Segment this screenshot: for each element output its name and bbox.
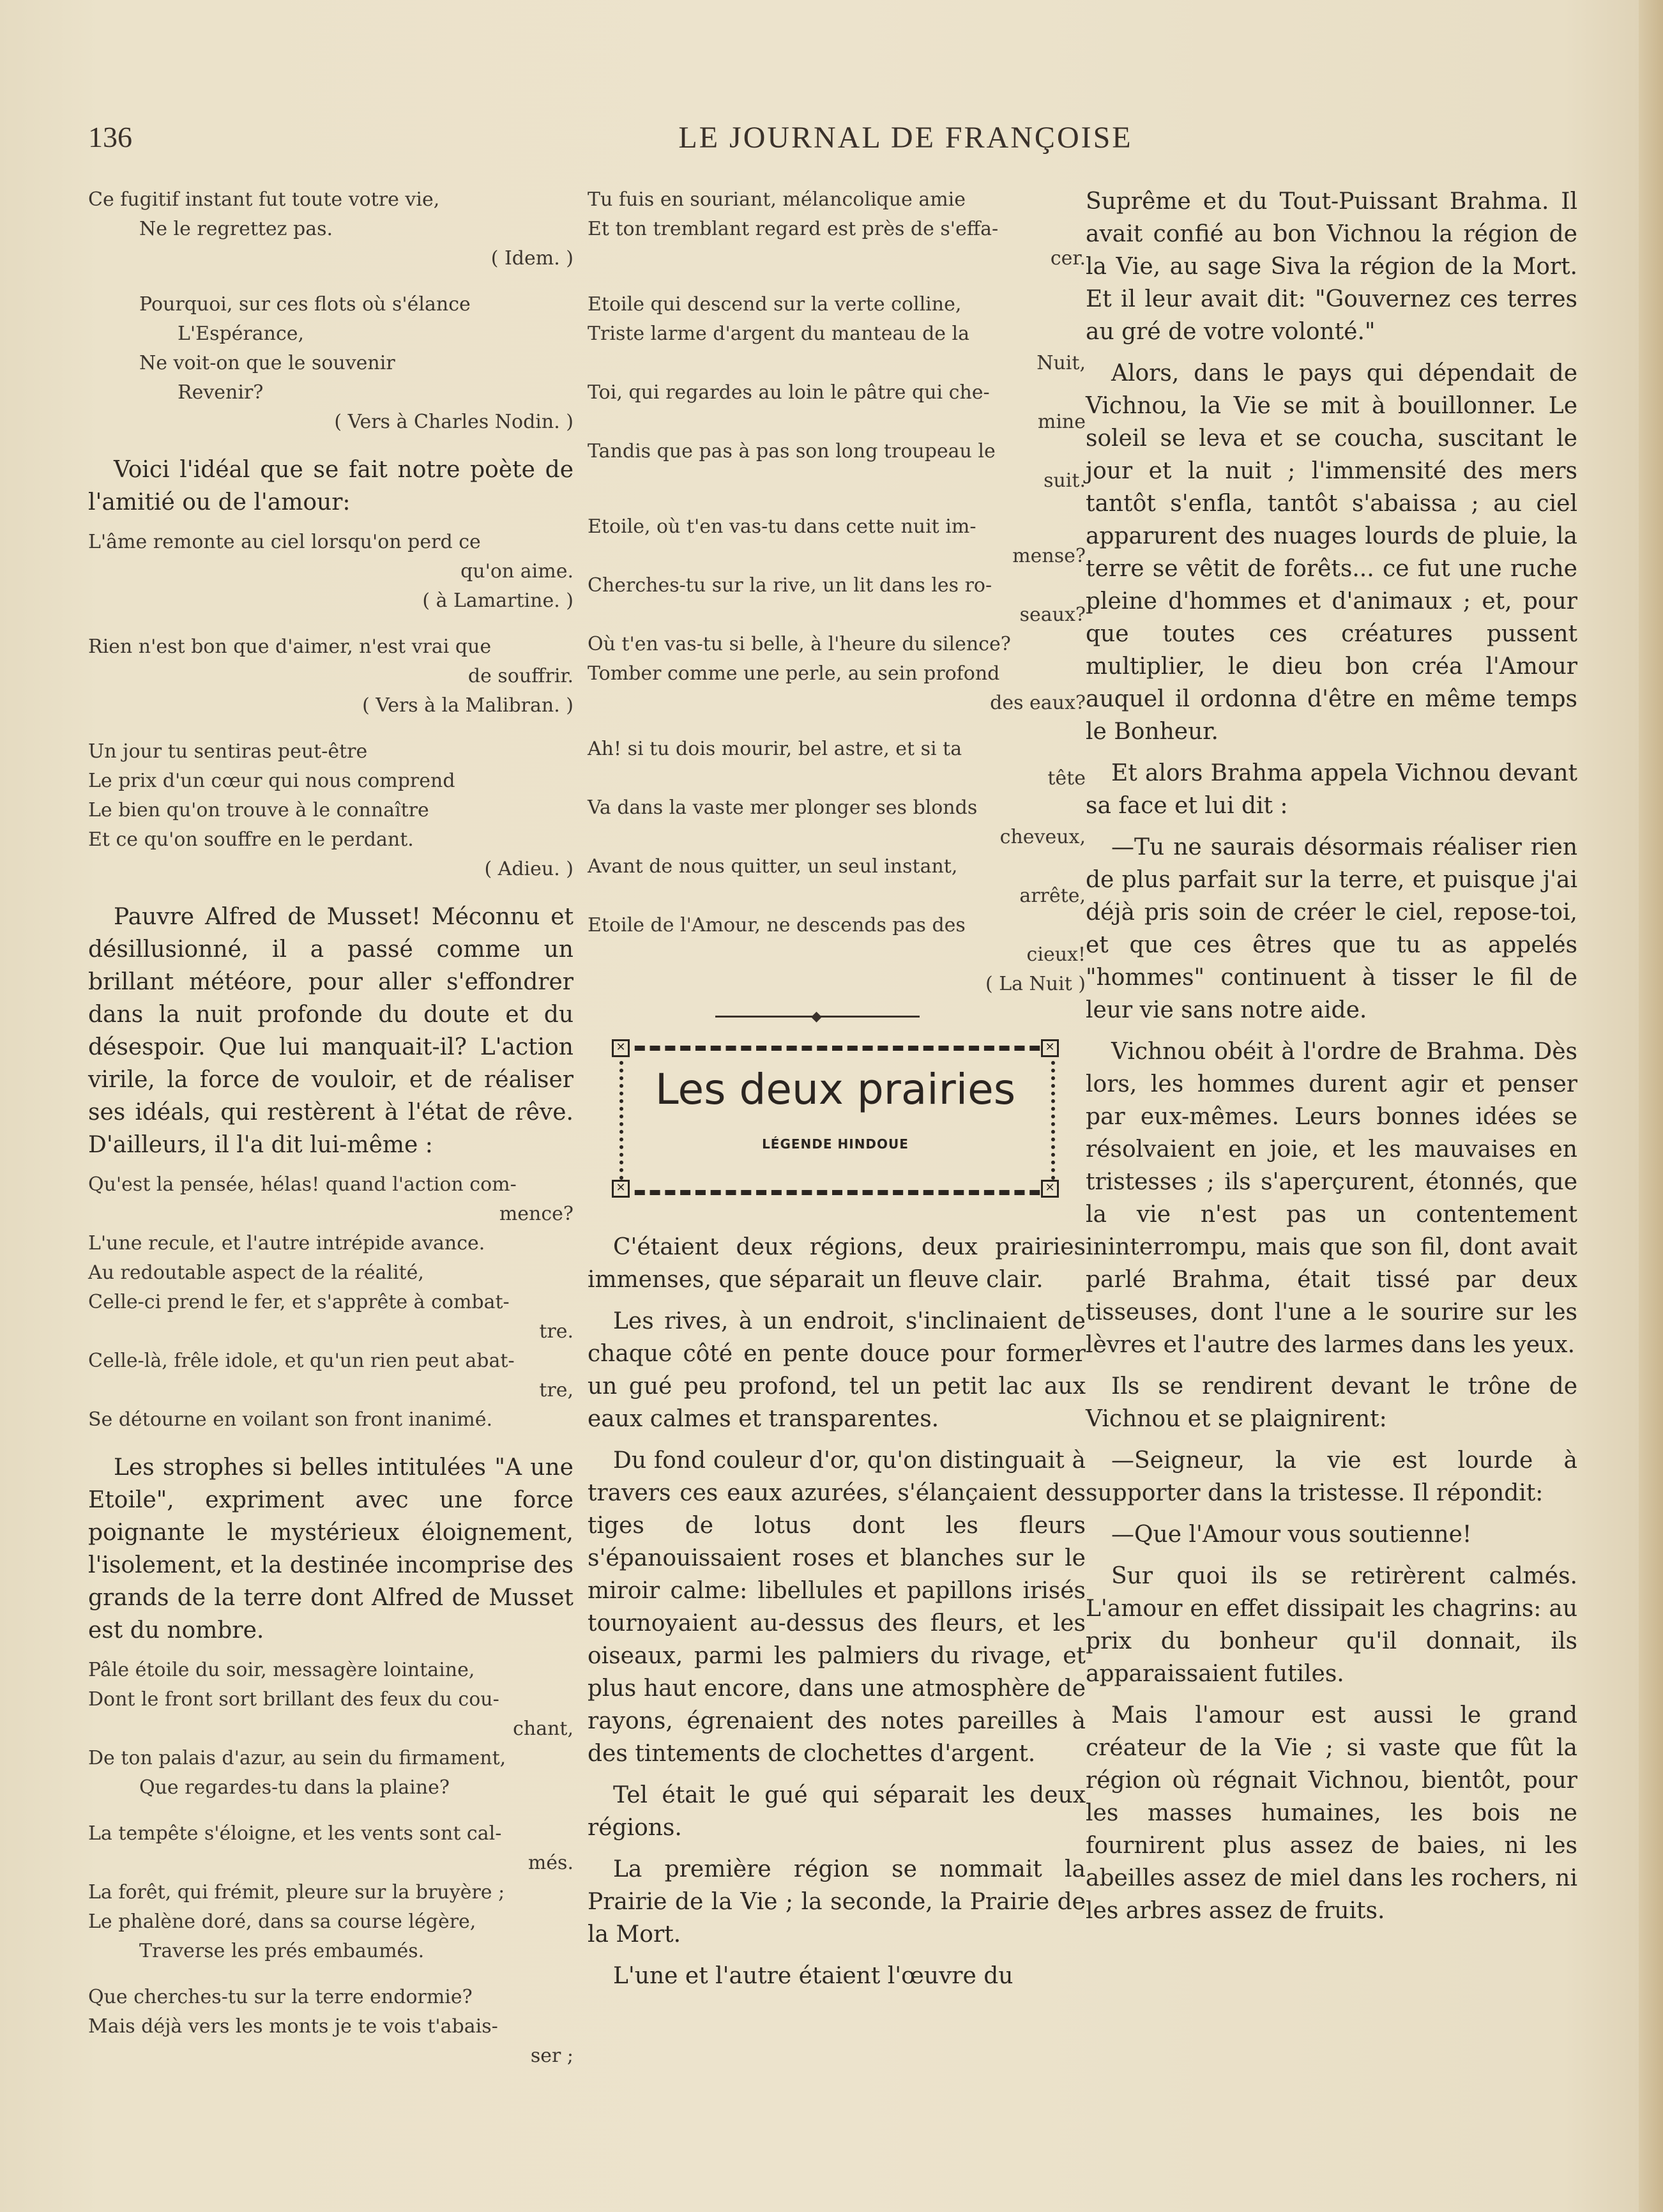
paragraph: C'étaient deux régions, deux prairies immenses, que séparait un fleuve clair. bbox=[588, 1234, 1086, 1293]
verse-line: La tempête s'éloigne, et les vents sont cal- bbox=[88, 1822, 502, 1845]
verse-line: Pourquoi, sur ces flots où s'élance bbox=[139, 293, 471, 316]
verse-stanza bbox=[588, 512, 1086, 718]
verse-line: mine bbox=[1037, 411, 1086, 433]
verse-line: Celle-là, frêle idole, et qu'un rien peut abat- bbox=[88, 1350, 515, 1372]
verse-line: Etoile de l'Amour, ne descends pas des bbox=[588, 914, 966, 936]
verse-line: Et ce qu'on souffre en le perdant. bbox=[88, 828, 414, 851]
verse-line: Rien n'est bon que d'aimer, n'est vrai que bbox=[88, 636, 492, 658]
verse-line: L'âme remonte au ciel lorsqu'on perd ce bbox=[88, 531, 481, 553]
paragraph: Suprême et du Tout-Puissant Brahma. Il avait confié au bon Vichnou la région de la Vie, au sage Siva la région de la Mort. Et il leur avait dit: "Gouvernez ces terres au gré de votre volonté." bbox=[1086, 188, 1577, 345]
verse-line: Etoile qui descend sur la verte colline, bbox=[588, 293, 962, 316]
page-header bbox=[88, 120, 1602, 165]
paragraph: La première région se nommait la Prairie de la Vie ; la seconde, la Prairie de la Mort. bbox=[588, 1856, 1086, 1948]
verse-line: Que regardes-tu dans la plaine? bbox=[139, 1776, 450, 1799]
verse-attribution: ( Adieu. ) bbox=[484, 858, 573, 880]
verse-line: Traverse les prés embaumés. bbox=[139, 1940, 425, 1962]
verse-line: qu'on aime. bbox=[460, 560, 573, 583]
story-title: Les deux prairies bbox=[655, 1065, 1016, 1114]
verse-line: Ah! si tu dois mourir, bel astre, et si ta bbox=[588, 738, 962, 760]
verse-attribution: ( Vers à Charles Nodin. ) bbox=[334, 411, 573, 433]
verse-stanza bbox=[88, 1656, 573, 1803]
paragraph: —Tu ne saurais désormais réaliser rien de plus parfait sur la terre, et puisque j'ai déjà pris soin de créer le ciel, repose-toi, et que ces êtres que tu as appelés "hommes" continuent à tisser le fil de leur vie sans notre aide. bbox=[1086, 834, 1577, 1023]
verse-line: Mais déjà vers les monts je te vois t'abais- bbox=[88, 2015, 498, 2038]
verse-line: Et ton tremblant regard est près de s'effa- bbox=[588, 218, 999, 240]
verse-line: Au redoutable aspect de la réalité, bbox=[88, 1262, 424, 1284]
paragraph: Tel était le gué qui séparait les deux régions. bbox=[588, 1782, 1086, 1841]
verse-line: Pâle étoile du soir, messagère lointaine, bbox=[88, 1659, 475, 1681]
verse-line: cheveux, bbox=[999, 826, 1086, 848]
verse-stanza bbox=[88, 737, 573, 884]
verse-line: de souffrir. bbox=[467, 665, 573, 687]
paragraph: Mais l'amour est aussi le grand créateur de la Vie ; si vaste que fût la région où régnait Vichnou, bientôt, pour les masses humaines, les bois ne fournirent plus assez de baies, ni les abeilles assez de miel dans les rochers, ni les arbres assez de fruits. bbox=[1086, 1702, 1577, 1924]
verse-stanza bbox=[88, 632, 573, 721]
paragraph: Vichnou obéit à l'ordre de Brahma. Dès lors, les hommes durent agir et penser par eux-mêmes. Leurs bonnes idées se résolvaient en joie, et les mauvaises en tristesses ; ils s'aperçurent, étonnés, que la vie n'est pas un contentement ininterrompu, mais que son fil, dont avait parlé Brahma, était tissé par deux tisseuses, dont l'une a le sourire sur les lèvres et l'autre des larmes dans les yeux. bbox=[1086, 1039, 1577, 1358]
verse-line: cer. bbox=[1050, 247, 1086, 270]
verse-line: chant, bbox=[513, 1718, 573, 1740]
section-divider bbox=[715, 1009, 920, 1025]
verse-line: Revenir? bbox=[178, 381, 264, 404]
story-title-frame bbox=[600, 1033, 1073, 1205]
verse-line: arrête, bbox=[1019, 885, 1086, 907]
verse-line: Triste larme d'argent du manteau de la bbox=[588, 323, 970, 345]
verse-attribution: ( La Nuit ) bbox=[985, 973, 1086, 995]
column-right bbox=[1086, 185, 1577, 1936]
diamond-ornament-icon: ◆ bbox=[811, 1009, 822, 1025]
verse-line: Va dans la vaste mer plonger ses blonds bbox=[588, 797, 978, 819]
corner-ornament-icon: ✕ bbox=[1041, 1180, 1059, 1198]
verse-line: suit. bbox=[1044, 469, 1086, 492]
verse-line: Cherches-tu sur la rive, un lit dans les ro- bbox=[588, 574, 992, 597]
page-edge bbox=[1639, 0, 1663, 2212]
corner-ornament-icon: ✕ bbox=[612, 1180, 630, 1198]
verse-stanza bbox=[88, 185, 573, 273]
corner-ornament-icon: ✕ bbox=[612, 1039, 630, 1057]
verse-line: Tandis que pas à pas son long troupeau le bbox=[588, 440, 996, 462]
verse-line: La forêt, qui frémit, pleure sur la bruyère ; bbox=[88, 1881, 505, 1903]
verse-line: Le bien qu'on trouve à le connaître bbox=[88, 799, 429, 821]
paragraph: Voici l'idéal que se fait notre poète de l'amitié ou de l'amour: bbox=[88, 457, 573, 515]
verse-attribution: ( Idem. ) bbox=[490, 247, 573, 270]
paragraph: Sur quoi ils se retirèrent calmés. L'amour en effet dissipait les chagrins: au prix du bonheur qu'il donnait, ils apparaissaient futiles. bbox=[1086, 1563, 1577, 1687]
verse-stanza bbox=[588, 735, 1086, 999]
verse-line: De ton palais d'azur, au sein du firmament, bbox=[88, 1747, 506, 1769]
paragraph: Pauvre Alfred de Musset! Méconnu et désillusionné, il a passé comme un brillant météore, pour aller s'effondrer dans la nuit profonde du doute et du désespoir. Que lui manquait-il? L'action virile, la force de vouloir, et de réaliser ses idéals, qui restèrent à l'état de rêve. D'ailleurs, il l'a dit lui-même : bbox=[88, 904, 573, 1158]
verse-line: tête bbox=[1047, 767, 1086, 789]
verse-line: cieux! bbox=[1026, 943, 1086, 966]
verse-line: mense? bbox=[1012, 545, 1086, 567]
verse-stanza bbox=[588, 185, 1086, 273]
verse-line: Qu'est la pensée, hélas! quand l'action com- bbox=[88, 1173, 517, 1196]
paragraph: L'une et l'autre étaient l'œuvre du bbox=[613, 1963, 1014, 1989]
verse-line: Le phalène doré, dans sa course légère, bbox=[88, 1911, 476, 1933]
paragraph: Du fond couleur d'or, qu'on distinguait à travers ces eaux azurées, s'élançaient des tiges de lotus dont les fleurs s'épanouissaient roses et blanches sur le miroir calme: libellules et papillons irisés tournoyaient au-dessus des fleurs, et les oiseaux, parmi les palmiers du rivage, et plus haut encore, dans une atmosphère de rayons, égrenaient des notes pareilles à des tintements de clochettes d'argent. bbox=[588, 1447, 1086, 1767]
verse-line: Nuit, bbox=[1037, 352, 1086, 374]
verse-line: L'une recule, et l'autre intrépide avance. bbox=[88, 1232, 485, 1255]
verse-line: Ne voit-on que le souvenir bbox=[139, 352, 395, 374]
verse-line: tre, bbox=[539, 1379, 573, 1401]
corner-ornament-icon: ✕ bbox=[1041, 1039, 1059, 1057]
verse-line: Tu fuis en souriant, mélancolique amie bbox=[588, 188, 966, 211]
verse-line: L'Espérance, bbox=[178, 323, 305, 345]
paragraph: Les strophes si belles intitulées "A une Etoile", expriment avec une force poignante le mystérieux éloignement, l'isolement, et la destinée incomprise des grands de la terre dont Alfred de Musset est du nombre. bbox=[88, 1454, 573, 1644]
verse-line: Se détourne en voilant son front inanimé. bbox=[88, 1408, 492, 1431]
verse-line: mence? bbox=[499, 1203, 573, 1225]
verse-line: Celle-ci prend le fer, et s'apprête à combat- bbox=[88, 1291, 510, 1313]
running-title: LE JOURNAL DE FRANÇOISE bbox=[678, 121, 1133, 155]
verse-line: seaux? bbox=[1019, 604, 1086, 626]
story-subtitle: LÉGENDE HINDOUE bbox=[762, 1136, 909, 1152]
verse-line: Dont le front sort brillant des feux du cou- bbox=[88, 1688, 499, 1711]
verse-stanza bbox=[88, 1983, 573, 2071]
verse-line: Avant de nous quitter, un seul instant, bbox=[588, 855, 958, 878]
paragraph: Alors, dans le pays qui dépendait de Vichnou, la Vie se mit à bouillonner. Le soleil se leva et se coucha, suscitant le jour et la nuit ; l'immensité des mers tantôt s'enfla, tantôt s'abaissa ; au ciel apparurent des nuages lourds de pluie, la terre se vêtit de forêts... ce fut une ruche pleine d'hommes et d'animaux ; et, pour que toutes ces créatures pussent multiplier, le dieu bon créa l'Amour auquel il ordonna d'être en même temps le Bonheur. bbox=[1086, 360, 1577, 745]
verse-line: Etoile, où t'en vas-tu dans cette nuit im- bbox=[588, 515, 976, 538]
verse-line: Que cherches-tu sur la terre endormie? bbox=[88, 1986, 473, 2008]
verse-line: des eaux? bbox=[990, 692, 1086, 714]
verse-line: Ne le regrettez pas. bbox=[139, 218, 333, 240]
verse-line: més. bbox=[528, 1852, 573, 1874]
verse-attribution: ( à Lamartine. ) bbox=[422, 590, 573, 612]
verse-attribution: ( Vers à la Malibran. ) bbox=[362, 694, 573, 717]
verse-line: Le prix d'un cœur qui nous comprend bbox=[88, 770, 455, 792]
verse-line: Toi, qui regardes au loin le pâtre qui che- bbox=[588, 381, 990, 404]
verse-line: Tomber comme une perle, au sein profond bbox=[588, 662, 1000, 685]
verse-stanza bbox=[588, 290, 1086, 496]
verse-line: Un jour tu sentiras peut-être bbox=[88, 740, 368, 763]
column-left bbox=[88, 185, 573, 2087]
paragraph: Les rives, à un endroit, s'inclinaient de chaque côté en pente douce pour former un gué peu profond, tel un petit lac aux eaux calmes et transparentes. bbox=[588, 1308, 1086, 1432]
paragraph: Ils se rendirent devant le trône de Vichnou et se plaignirent: bbox=[1086, 1373, 1577, 1432]
paragraph: Et alors Brahma appela Vichnou devant sa face et lui dit : bbox=[1086, 760, 1577, 819]
paragraph: —Que l'Amour vous soutienne! bbox=[1111, 1522, 1472, 1548]
verse-line: Ce fugitif instant fut toute votre vie, bbox=[88, 188, 440, 211]
verse-stanza bbox=[88, 1170, 573, 1435]
verse-stanza bbox=[88, 1819, 573, 1966]
verse-line: Où t'en vas-tu si belle, à l'heure du silence? bbox=[588, 633, 1011, 655]
paragraph: —Seigneur, la vie est lourde à supporter dans la tristesse. Il répondit: bbox=[1086, 1447, 1577, 1506]
page-number: 136 bbox=[88, 121, 132, 153]
verse-stanza bbox=[88, 528, 573, 616]
verse-line: tre. bbox=[539, 1320, 573, 1343]
column-middle bbox=[588, 185, 1086, 2001]
verse-line: ser ; bbox=[530, 2045, 573, 2067]
verse-stanza bbox=[88, 290, 573, 437]
